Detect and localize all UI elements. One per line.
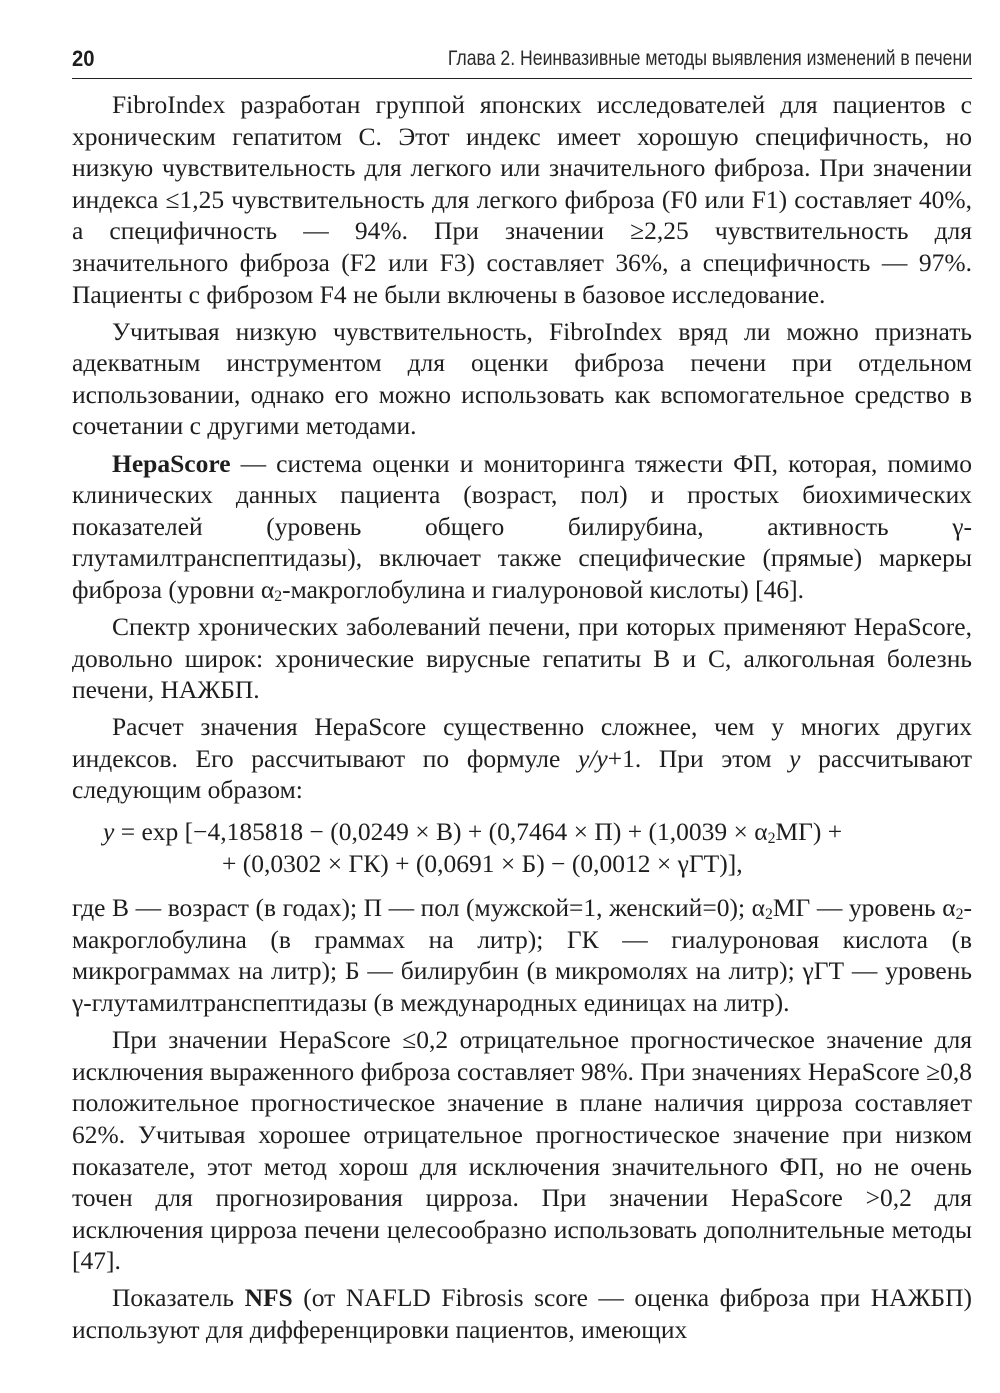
term-nfs: NFS xyxy=(244,1283,293,1313)
variable-y: y xyxy=(103,817,115,847)
paragraph-fibroindex-conclusion: Учитывая низкую чувствительность, FibroIndex вряд ли можно признать адекватным инструментом для оценки фиброза печени при отдельном использовании, однако его можно использовать как вспомогательное средство в сочетании с другими методами. xyxy=(72,316,972,441)
paragraph-nfs xyxy=(72,1282,972,1345)
paragraph-text: МГ — уровень α xyxy=(772,893,956,923)
subscript: 2 xyxy=(274,587,283,605)
paragraph-text: (от NAFLD Fibrosis score — оценка фиброза при НАЖБП) используют для дифференцировки пациентов, имеющих xyxy=(72,1283,972,1344)
paragraph-text: -макроглобулина (в граммах на литр); ГК — гиалуроновая кислота (в микрограммах на литр); Б — билирубин (в микромолях на литр); γГТ — уровень γ-глутамилтранспептидазы (в международных единицах на литр). xyxy=(72,893,972,1018)
running-header xyxy=(72,42,972,79)
chapter-title: Глава 2. Неинвазивные методы выявления изменений в печени xyxy=(447,47,972,70)
paragraph-text: — система оценки и мониторинга тяжести ФП, которая, помимо клинических данных пациента (возраст, пол) и простых биохимических показателей (уровень общего билирубина, активность γ-глутамилтранспептидазы), включает также специфические (прямые) маркеры фиброза (уровни α xyxy=(72,448,972,604)
page-body xyxy=(72,89,972,1351)
page-number: 20 xyxy=(72,46,95,71)
paragraph-text: -макроглобулина и гиалуроновой кислоты) [46]. xyxy=(282,574,804,604)
paragraph-fibroindex: FibroIndex разработан группой японских исследователей для пациентов с хроническим гепатитом С. Этот индекс имеет хорошую специфичность, но низкую чувствительность для легкого или значительного фиброза. При значении индекса ≤1,25 чувствительность для легкого фиброза (F0 или F1) составляет 40%, а специфичность — 94%. При значении ≥2,25 чувствительность для значительного фиброза (F2 или F3) составляет 36%, а специфичность — 97%. Пациенты с фиброзом F4 не были включены в базовое исследование. xyxy=(72,90,972,309)
variable-y: y xyxy=(789,743,801,773)
paragraph-text: Показатель xyxy=(112,1283,245,1313)
term-hepascore: HepaScore xyxy=(112,448,231,478)
paragraph-text: рассчитывают следующим образом: xyxy=(72,743,972,805)
paragraph-text: +1. При этом xyxy=(607,743,790,773)
paragraph-hepascore-spectrum: Спектр хронических заболеваний печени, при которых применяют HepaScore, довольно широк: хронические вирусные гепатиты В и С, алкогольная болезнь печени, НАЖБП. xyxy=(72,612,972,705)
hepascore-formula xyxy=(72,816,972,879)
subscript: 2 xyxy=(955,906,964,924)
paragraph-hepascore-calculation xyxy=(72,711,972,806)
formula-text: МГ) + xyxy=(775,817,843,847)
paragraph-formula-legend xyxy=(72,892,972,1018)
subscript: 2 xyxy=(767,830,776,848)
paragraph-text: где В — возраст (в годах); П — пол (мужской=1, женский=0); α xyxy=(72,893,765,923)
paragraph-hepascore-values: При значении HepaScore ≤0,2 отрицательное прогностическое значение для исключения выраженного фиброза составляет 98%. При значениях HepaScore ≥0,8 положительное прогностическое значение в плане наличия цирроза составляет 62%. Учитывая хорошее отрицательное прогностическое значение при низком показателе, этот метод хорош для исключения значительного ФП, но не очень точен для прогнозирования цирроза. При значении HepaScore >0,2 для исключения цирроза печени целесообразно использовать дополнительные методы [47]. xyxy=(72,1025,972,1276)
formula-line-1 xyxy=(72,816,972,848)
paragraph-hepascore-definition xyxy=(72,448,972,606)
formula-reference: y/y xyxy=(577,743,608,773)
formula-text: = exp [−4,185818 − (0,0249 × В) + (0,7464 × П) + (1,0039 × α xyxy=(114,817,768,847)
formula-line-2: + (0,0302 × ГК) + (0,0691 × Б) − (0,0012 × γГТ)], xyxy=(222,848,743,878)
paragraph-text: Расчет значения HepaScore существенно сложнее, чем у многих других индексов. Его рассчитывают по формуле xyxy=(72,712,972,773)
subscript: 2 xyxy=(764,906,773,924)
